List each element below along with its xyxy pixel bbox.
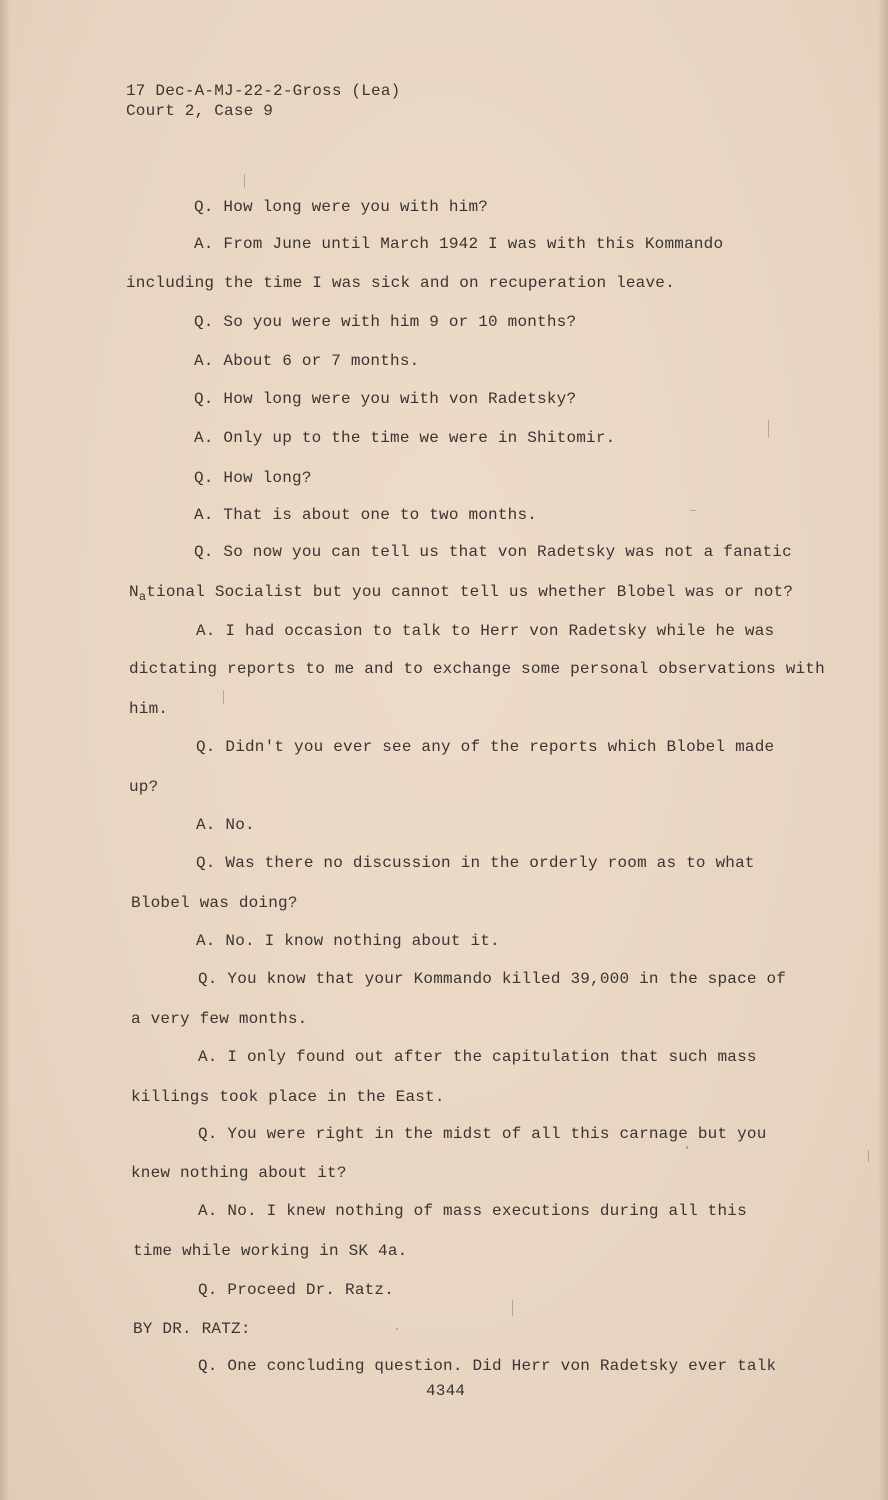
transcript-line: him. [129,700,169,718]
transcript-line: Q. You know that your Kommando killed 39,000 in the space of [198,970,787,988]
paper-speck [768,420,769,438]
transcript-line: A. I had occasion to talk to Herr von Radetsky while he was [196,622,775,640]
transcript-line: knew nothing about it? [131,1164,347,1182]
paper-speck [396,1328,398,1330]
transcript-line: A. No. [196,816,255,834]
transcript-line: Q. How long? [194,469,312,487]
transcript-line: dictating reports to me and to exchange some personal observations with [129,660,825,678]
page-right-edge [879,0,888,1500]
transcript-line: Blobel was doing? [131,894,298,912]
transcript-line: Q. How long were you with von Radetsky? [194,390,577,408]
paper-speck [868,1150,869,1162]
paper-speck [686,1146,688,1149]
header-line-1: 17 Dec-A-MJ-22-2-Gross (Lea) [126,82,401,100]
section-heading: BY DR. RATZ: [133,1320,251,1338]
transcript-line: Q. One concluding question. Did Herr von Radetsky ever talk [198,1357,777,1375]
page-number: 4344 [426,1382,466,1400]
paper-speck [244,174,245,188]
transcript-line: A. Only up to the time we were in Shitomir. [194,429,616,447]
paper-speck [512,1300,513,1316]
subscript-letter: a [138,590,147,604]
paper-speck [223,690,224,704]
transcript-line: up? [129,778,159,796]
transcript-line: a very few months. [131,1010,308,1028]
transcript-line: time while working in SK 4a. [133,1242,408,1260]
transcript-line: A. No. I knew nothing of mass executions during all this [198,1202,747,1220]
header-line-2: Court 2, Case 9 [126,102,274,120]
transcript-line: killings took place in the East. [131,1088,445,1106]
line-continuation: tional Socialist but you cannot tell us whether Blobel was or not? [146,583,794,601]
transcript-line: A. That is about one to two months. [194,506,538,524]
page-left-edge [0,0,9,1500]
paper-speck [690,510,696,511]
transcript-line: Q. Was there no discussion in the orderly room as to what [196,854,755,872]
transcript-line: A. From June until March 1942 I was with this Kommando [194,235,724,253]
transcript-line: Q. So you were with him 9 or 10 months? [194,313,577,331]
transcript-line: Q. Didn't you ever see any of the reports which Blobel made [196,738,775,756]
initial-letter: N [129,583,139,601]
transcript-line: Q. So now you can tell us that von Radetsky was not a fanatic [194,543,792,561]
transcript-line: Q. How long were you with him? [194,198,489,216]
transcript-line: Q. You were right in the midst of all this carnage but you [198,1125,767,1143]
transcript-line: A. I only found out after the capitulation that such mass [198,1048,757,1066]
transcript-line-with-subscript [129,582,793,603]
transcript-line: including the time I was sick and on recuperation leave. [126,274,675,292]
transcript-line: A. No. I know nothing about it. [196,932,500,950]
transcript-line: A. About 6 or 7 months. [194,352,420,370]
transcript-line: Q. Proceed Dr. Ratz. [198,1281,395,1299]
